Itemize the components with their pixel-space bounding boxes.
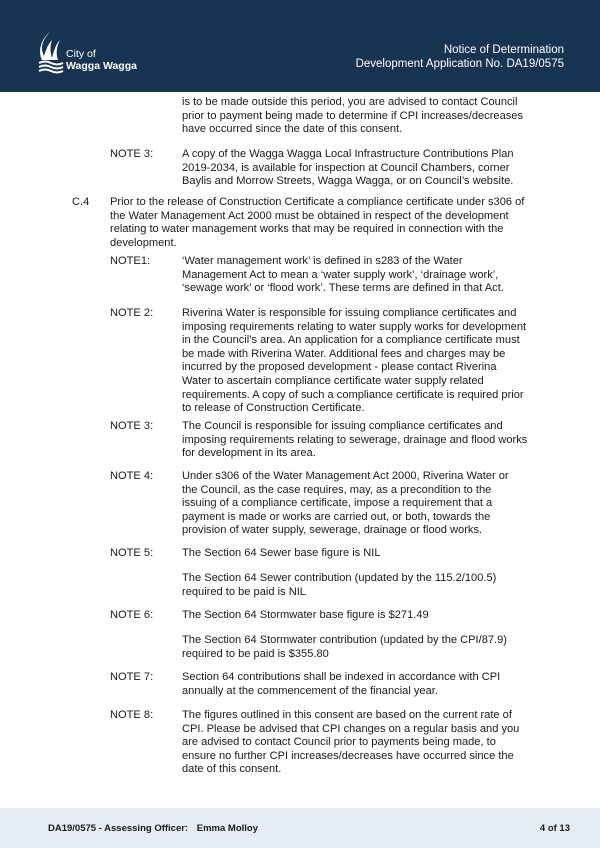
note-paragraph [182,255,527,296]
document-title [356,43,564,71]
logo-line-1: City of [66,48,96,60]
text-line: Riverina Water is responsible for issuing compliance certificates and [182,307,517,319]
logo-text [66,48,137,72]
text-line: Water to ascertain compliance certificate water supply related [182,374,484,387]
text-line: the Council, as the case requires, may, as a precondition to the [182,483,492,496]
note-label: NOTE 5: [110,547,154,559]
text-line: relating to water management works that may be required in connection with the [110,223,504,236]
page-footer [0,808,600,848]
text-line: The Council is responsible for issuing compliance certificates and [182,420,503,432]
text-line: annually at the commencement of the financial year. [182,684,438,697]
note-label: NOTE 7: [110,671,154,683]
assessing-officer-name: Emma Molloy [196,823,258,834]
text-line: Baylis and Morrow Streets, Wagga Wagga, or on Council’s website. [182,175,514,188]
text-line: ensure no further CPI increases/decreases have occurred since the [182,749,514,762]
text-line: CPI. Please be advised that CPI changes on a regular basis and you [182,722,520,735]
text-line: is to be made outside this period, you are advised to contact Council [182,96,518,108]
note-label: NOTE 8: [110,709,154,721]
condition-label: C.4 [72,196,90,208]
note-label: NOTE 6: [110,609,154,621]
text-line: A copy of the Wagga Wagga Local Infrastructure Contributions Plan [182,148,514,160]
text-line: 2019-2034, is available for inspection at Council Chambers, corner [182,161,510,174]
text-line: to release of Construction Certificate. [182,402,365,415]
text-line: issuing of a compliance certificate, impose a requirement that a [182,497,493,510]
note-paragraph [182,470,527,538]
text-line: ‘Water management work’ is defined in s283 of the Water [182,255,463,267]
text-line: the Water Management Act 2000 must be obtained in respect of the development [110,209,509,222]
document-title-line-2: Development Application No. DA19/0575 [355,58,564,70]
text-line: prior to payment being made to determine if CPI increases/decreases [182,109,523,122]
note-label: NOTE1: [110,255,151,267]
logo-line-2: Wagga Wagga [66,60,137,72]
city-logo-icon [36,30,66,74]
text-line: ‘sewage work’ or ‘flood work’. These terms are defined in that Act. [182,282,504,295]
note-label: NOTE 3: [110,148,154,160]
footer-reference [48,822,258,836]
text-line: development. [110,236,177,249]
text-line: provision of water supply, sewerage, drainage or flood works. [182,524,483,537]
page-header [0,0,600,92]
text-line: for development in its area. [182,447,316,460]
text-line: Management Act to mean a ‘water supply work’, ‘drainage work’, [182,268,499,281]
text-line: The Section 64 Sewer base figure is NIL [182,547,381,559]
text-line: incurred by the proposed development - please contact Riverina [182,361,497,374]
note-paragraph [182,572,527,599]
text-line: The Section 64 Sewer contribution (updated by the 115.2/100.5) [182,572,497,584]
note-paragraph [182,307,527,416]
text-line: requirements. A copy of such a compliance certificate is required prior [182,388,524,401]
text-line: Prior to the release of Construction Certificate a compliance certificate under s306 of [110,196,525,208]
text-line: have occurred since the date of this consent. [182,123,403,136]
note-paragraph [182,709,527,777]
continuation-paragraph [182,96,527,137]
note-label: NOTE 3: [110,420,154,432]
text-line: The Section 64 Stormwater contribution (updated by the CPI/87.9) [182,634,507,646]
note-paragraph [182,609,527,623]
note-paragraph [182,547,527,561]
text-line: are advised to contact Council prior to payments being made, to [182,736,496,749]
text-line: required to be paid is $355.80 [182,647,329,660]
text-line: be made with Riverina Water. Additional fees and charges may be [182,347,506,360]
text-line: imposing requirements relating to sewerage, drainage and flood works [182,433,528,446]
note-paragraph [182,148,527,189]
text-line: in the Council’s area. An application for a compliance certificate must [182,334,520,347]
page-number: 4 of 13 [539,823,570,834]
document-title-line-1: Notice of Determination [443,44,564,56]
note-paragraph [182,634,527,661]
text-line: The figures outlined in this consent are based on the current rate of [182,709,512,721]
footer-ref-text: DA19/0575 - Assessing Officer: [48,823,189,834]
text-line: payment is made or works are carried out, or both, towards the [182,510,491,523]
text-line: imposing requirements relating to water supply works for development [182,320,527,333]
note-paragraph [182,671,527,698]
text-line: Section 64 contributions shall be indexed in accordance with CPI [182,671,501,683]
text-line: required to be paid is NIL [182,585,306,598]
note-label: NOTE 4: [110,470,154,482]
text-line: date of this consent. [182,763,282,776]
condition-paragraph [110,196,530,250]
text-line: Under s306 of the Water Management Act 2000, Riverina Water or [182,470,509,482]
note-paragraph [182,420,527,461]
note-label: NOTE 2: [110,307,154,319]
text-line: The Section 64 Stormwater base figure is $271.49 [182,609,429,621]
